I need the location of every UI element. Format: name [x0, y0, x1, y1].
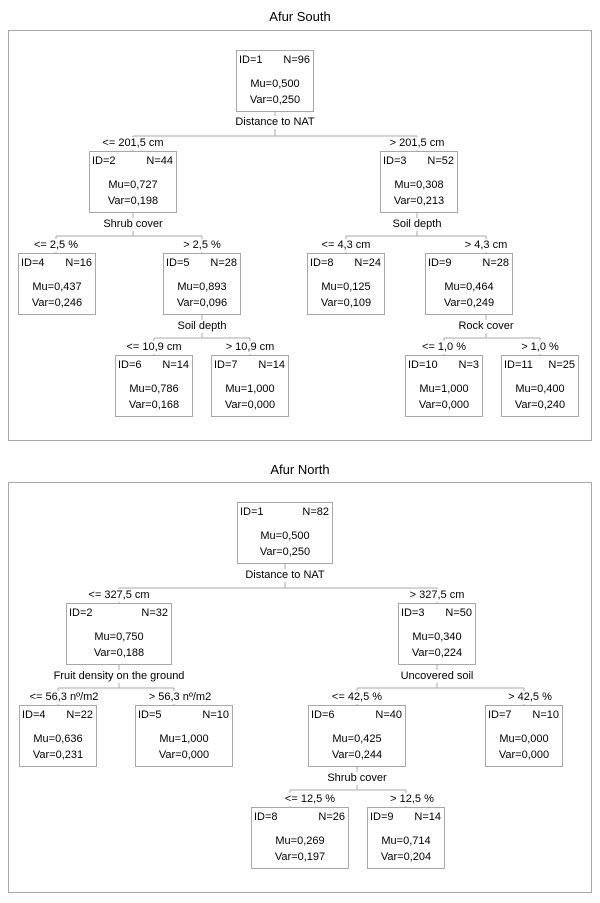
node-count: N=24: [354, 257, 381, 269]
south-split-5: Soil depth: [177, 320, 227, 332]
node-id: ID=8: [310, 257, 334, 269]
south-cond-1-right: > 201,5 cm: [389, 137, 445, 149]
south-cond-2-right: > 2,5 %: [183, 239, 221, 251]
south-node-11: [501, 355, 579, 417]
node-id: ID=1: [240, 506, 264, 518]
node-variance: Var=0,000: [498, 749, 550, 761]
south-cond-1-left: <= 201,5 cm: [102, 137, 164, 149]
north-split-6: Shrub cover: [327, 772, 387, 784]
node-mean: Mu=0,340: [412, 631, 462, 643]
south-split-1: Distance to NAT: [235, 116, 315, 128]
north-split-1: Distance to NAT: [245, 569, 325, 581]
node-count: N=10: [202, 709, 229, 721]
node-id: ID=3: [401, 607, 425, 619]
node-count: N=44: [146, 155, 173, 167]
node-variance: Var=0,168: [128, 399, 180, 411]
north-node-2: [66, 603, 172, 665]
north-cond-2-left: <= 56,3 nº/m2: [29, 691, 99, 703]
node-count: N=82: [302, 506, 329, 518]
node-variance: Var=0,240: [514, 399, 566, 411]
node-count: N=28: [210, 257, 237, 269]
south-cond-3-right: > 4,3 cm: [464, 239, 508, 251]
node-variance: Var=0,198: [107, 195, 159, 207]
node-count: N=50: [445, 607, 472, 619]
node-count: N=52: [427, 155, 454, 167]
node-variance: Var=0,204: [380, 851, 432, 863]
node-variance: Var=0,096: [176, 297, 228, 309]
north-cond-3-right: > 42,5 %: [508, 691, 552, 703]
node-id: ID=2: [69, 607, 93, 619]
node-variance: Var=0,109: [320, 297, 372, 309]
north-title: Afur North: [270, 462, 330, 477]
node-variance: Var=0,244: [331, 749, 383, 761]
node-id: ID=4: [21, 257, 45, 269]
node-id: ID=7: [214, 359, 238, 371]
south-cond-3-left: <= 4,3 cm: [321, 239, 371, 251]
north-node-5: [135, 705, 233, 767]
south-node-6: [115, 355, 193, 417]
south-cond-9-right: > 1,0 %: [521, 341, 559, 353]
node-id: ID=10: [408, 359, 438, 371]
north-node-3: [398, 603, 476, 665]
node-id: ID=1: [239, 54, 263, 66]
south-title: Afur South: [269, 9, 331, 24]
node-count: N=3: [458, 359, 479, 371]
node-variance: Var=0,249: [443, 297, 495, 309]
north-node-7: [485, 705, 563, 767]
node-variance: Var=0,188: [93, 647, 145, 659]
node-id: ID=8: [254, 811, 278, 823]
node-id: ID=4: [22, 709, 46, 721]
north-node-9: [367, 807, 445, 869]
node-count: N=14: [414, 811, 441, 823]
node-mean: Mu=0,750: [94, 631, 144, 643]
node-variance: Var=0,213: [393, 195, 445, 207]
node-mean: Mu=1,000: [419, 383, 469, 395]
node-id: ID=5: [138, 709, 162, 721]
south-cond-5-left: <= 10,9 cm: [126, 341, 182, 353]
node-count: N=10: [532, 709, 559, 721]
node-variance: Var=0,000: [418, 399, 470, 411]
node-id: ID=6: [118, 359, 142, 371]
node-count: N=14: [162, 359, 189, 371]
north-node-4: [19, 705, 97, 767]
south-node-3: [380, 151, 458, 213]
node-mean: Mu=1,000: [225, 383, 275, 395]
node-mean: Mu=0,714: [381, 835, 431, 847]
north-node-6: [308, 705, 406, 767]
node-id: ID=11: [504, 359, 533, 371]
node-mean: Mu=0,400: [515, 383, 565, 395]
south-node-4: [18, 253, 96, 315]
node-mean: Mu=0,786: [129, 383, 179, 395]
north-node-1: [237, 502, 333, 564]
node-count: N=96: [283, 54, 310, 66]
node-count: N=32: [141, 607, 168, 619]
south-split-3: Soil depth: [392, 218, 442, 230]
north-cond-6-right: > 12,5 %: [390, 793, 434, 805]
node-mean: Mu=0,500: [250, 78, 300, 90]
south-split-2: Shrub cover: [103, 218, 163, 230]
south-cond-9-left: <= 1,0 %: [421, 341, 467, 353]
node-id: ID=7: [488, 709, 512, 721]
node-count: N=16: [65, 257, 92, 269]
south-node-5: [163, 253, 241, 315]
node-mean: Mu=0,893: [177, 281, 227, 293]
node-mean: Mu=0,464: [444, 281, 494, 293]
node-variance: Var=0,231: [32, 749, 84, 761]
node-count: N=22: [66, 709, 93, 721]
node-variance: Var=0,250: [249, 94, 301, 106]
node-variance: Var=0,246: [31, 297, 83, 309]
node-mean: Mu=0,425: [332, 733, 382, 745]
node-mean: Mu=0,636: [33, 733, 83, 745]
node-mean: Mu=0,727: [108, 179, 158, 191]
north-cond-2-right: > 56,3 nº/m2: [148, 691, 212, 703]
north-split-2: Fruit density on the ground: [53, 670, 185, 682]
node-variance: Var=0,250: [259, 546, 311, 558]
node-count: N=40: [375, 709, 402, 721]
node-mean: Mu=1,000: [159, 733, 209, 745]
node-count: N=14: [258, 359, 285, 371]
node-variance: Var=0,000: [158, 749, 210, 761]
north-cond-6-left: <= 12,5 %: [284, 793, 336, 805]
node-mean: Mu=0,269: [275, 835, 325, 847]
node-mean: Mu=0,500: [260, 530, 310, 542]
node-id: ID=9: [428, 257, 452, 269]
node-id: ID=2: [92, 155, 116, 167]
south-node-9: [425, 253, 513, 315]
south-cond-2-left: <= 2,5 %: [33, 239, 79, 251]
node-mean: Mu=0,125: [321, 281, 371, 293]
south-node-8: [307, 253, 385, 315]
north-node-8: [251, 807, 349, 869]
north-cond-1-right: > 327,5 cm: [409, 589, 465, 601]
south-node-1: [236, 50, 314, 112]
node-id: ID=3: [383, 155, 407, 167]
south-node-7: [211, 355, 289, 417]
south-cond-5-right: > 10,9 cm: [225, 341, 275, 353]
node-variance: Var=0,224: [411, 647, 463, 659]
node-mean: Mu=0,437: [32, 281, 82, 293]
node-id: ID=6: [311, 709, 335, 721]
node-count: N=28: [482, 257, 509, 269]
south-split-9: Rock cover: [458, 320, 514, 332]
node-mean: Mu=0,308: [394, 179, 444, 191]
south-node-10: [405, 355, 483, 417]
node-count: N=26: [318, 811, 345, 823]
south-node-2: [89, 151, 177, 213]
node-id: ID=9: [370, 811, 394, 823]
node-variance: Var=0,000: [224, 399, 276, 411]
north-cond-3-left: <= 42,5 %: [331, 691, 383, 703]
node-count: N=25: [548, 359, 575, 371]
node-id: ID=5: [166, 257, 190, 269]
node-mean: Mu=0,000: [499, 733, 549, 745]
node-variance: Var=0,197: [274, 851, 326, 863]
north-cond-1-left: <= 327,5 cm: [88, 589, 150, 601]
north-split-3: Uncovered soil: [400, 670, 474, 682]
